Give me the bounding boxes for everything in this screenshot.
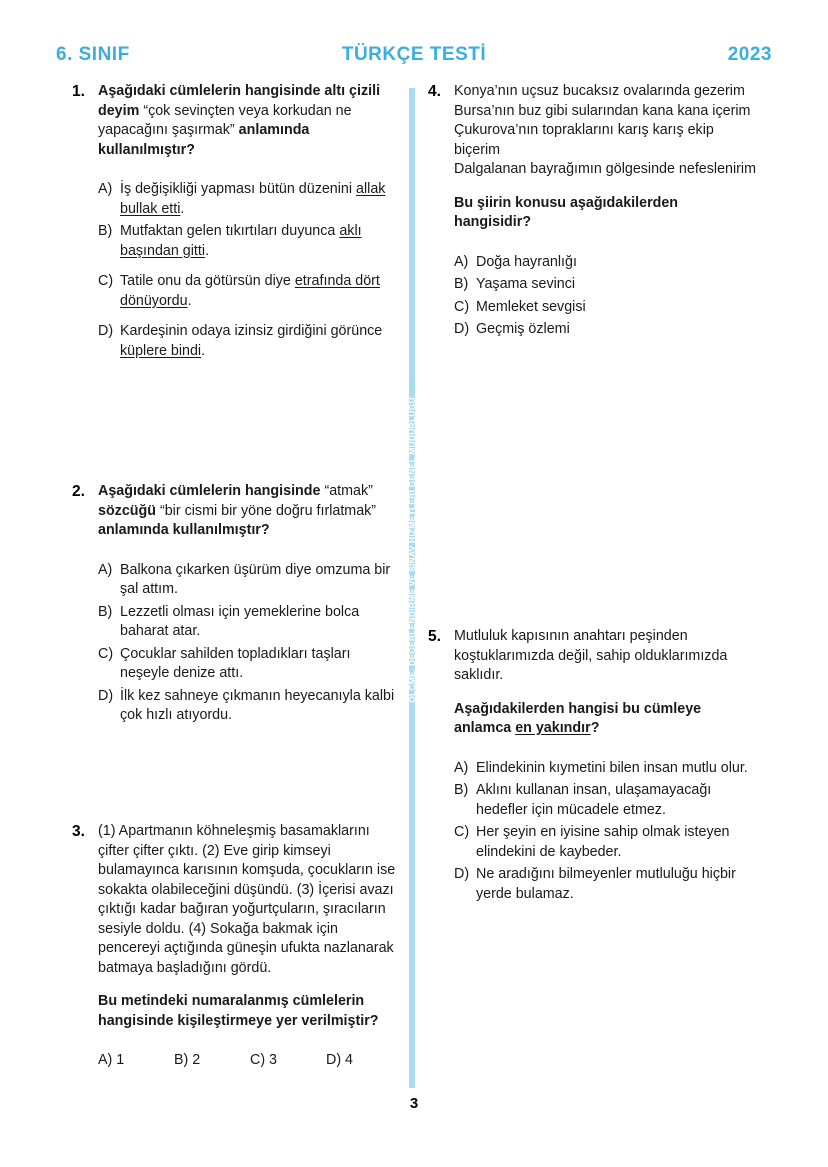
option-text: Yaşama sevinci	[476, 276, 576, 292]
page-number: 3	[409, 1095, 419, 1112]
question-5-stem: Mutluluk kapısının anahtarı peşinden koştuklarımızda değil, sahip olduklarımızda saklıdır.	[454, 628, 728, 683]
question-3-prompt: Bu metindeki numaralanmış cümlelerin hangisinde kişileştirmeye yer verilmiştir?	[98, 993, 379, 1029]
option-letter: C)	[98, 645, 114, 662]
option-text: Her şeyin en iyisine sahip olmak isteyen elindekini de kaybeder.	[476, 824, 730, 860]
question-5-header	[428, 627, 758, 686]
question-4-prompt: Bu şiirin konusu aşağıdakilerden hangisidir?	[454, 194, 679, 230]
question-1	[72, 82, 402, 372]
option-row[interactable]	[98, 222, 402, 261]
option-row[interactable]	[98, 687, 402, 726]
test-title: TÜRKÇE TESTİ	[341, 44, 487, 65]
question-1-header	[72, 82, 402, 160]
question-2-options	[72, 561, 402, 726]
question-4-poem	[454, 82, 758, 180]
option-pre: İş değişikliği yapması bütün düzenini	[120, 181, 357, 197]
option-letter: D)	[454, 321, 470, 337]
question-3-passage: (1) Apartmanın köhneleşmiş basamaklarını çifter çifter çıktı. (2) Eve girip kimseyi bulamayınca karısının komşuda, çocukların ise sokakta olabileceğini düşündü. (3) İçerisi avazı çıktığı kadar bağıran yoğurtçuların, şıracıların sesiyle doldu. (4) Sokağa bakmak için pencereyi açtığında güneşin ufukta nazlanarak batmaya başladığını gördü.	[98, 823, 396, 976]
question-2-prompt-quote1: “atmak”	[324, 483, 373, 499]
option-row[interactable]	[454, 298, 758, 318]
option-post: .	[180, 200, 185, 217]
question-5-prompt-post: ?	[590, 720, 600, 736]
poem-line: Konya’nın uçsuz bucaksız ovalarında gezerim	[454, 83, 745, 99]
year-label: 2023	[727, 44, 772, 65]
question-5	[428, 627, 758, 907]
question-4-options	[428, 253, 758, 340]
option-letter: A)	[98, 181, 113, 197]
question-2-prompt-quote2: “bir cismi bir yöne doğru fırlatmak”	[159, 502, 377, 519]
option-letter: B)	[98, 223, 113, 239]
option-row[interactable]	[454, 275, 758, 295]
option-letter: A)	[454, 253, 469, 270]
option-inline[interactable]: C) 3	[250, 1052, 278, 1068]
option-row[interactable]	[98, 561, 402, 600]
option-text	[120, 322, 402, 361]
option-letter: B)	[98, 603, 113, 620]
poem-line: Bursa’nın buz gibi sularından kana kana içerim	[454, 102, 751, 119]
option-underlined: etrafında dört dönüyordu	[120, 273, 380, 309]
option-text	[120, 222, 402, 261]
grade-label: 6. SINIF	[56, 44, 130, 65]
option-text: Aklını kullanan insan, ulaşamayacağı hedefler için mücadele etmez.	[476, 782, 712, 818]
question-1-options	[72, 180, 402, 361]
option-text: Geçmiş özlemi	[476, 321, 570, 337]
question-3-options	[72, 1051, 402, 1071]
question-2-prompt-part3: anlamında kullanılmıştır?	[98, 522, 270, 538]
page-header	[56, 40, 772, 70]
option-text: Memleket sevgisi	[476, 298, 586, 315]
option-pre: Tatile onu da götürsün diye	[120, 273, 295, 289]
question-2-prompt-part1: Aşağıdaki cümlelerin hangisinde	[98, 483, 321, 499]
option-row[interactable]	[98, 645, 402, 684]
option-letter: D)	[98, 687, 114, 704]
option-text: Balkona çıkarken üşürüm diye omzuma bir şal attım.	[120, 561, 391, 597]
poem-line: Çukurova’nın topraklarını karış karış ekip biçerim	[454, 122, 714, 158]
question-4-number: 4.	[428, 83, 441, 100]
option-inline[interactable]: B) 2	[174, 1052, 201, 1068]
option-row[interactable]	[454, 865, 758, 904]
question-1-prompt-quote: “çok sevinçten veya korkudan ne yapacağını şaşırmak”	[98, 102, 352, 138]
option-letter: A)	[98, 561, 113, 578]
question-5-options	[428, 759, 758, 905]
question-2-header	[72, 482, 402, 541]
option-row[interactable]	[98, 603, 402, 642]
option-row[interactable]	[454, 320, 758, 340]
option-row[interactable]	[98, 272, 402, 311]
option-text: Lezzetli olması için yemeklerine bolca baharat atar.	[120, 603, 360, 639]
question-4-header	[428, 82, 758, 180]
question-1-prompt-part2: anlamında kullanılmıştır?	[98, 122, 310, 158]
question-2	[72, 482, 402, 729]
option-row[interactable]	[98, 180, 402, 219]
question-1-prompt	[98, 82, 402, 160]
question-5-number: 5.	[428, 628, 441, 645]
option-text	[120, 180, 402, 219]
option-text	[120, 272, 402, 311]
column-divider	[409, 88, 415, 1088]
option-letter: B)	[454, 782, 469, 798]
option-row[interactable]	[454, 781, 758, 820]
question-3-header	[72, 822, 402, 978]
option-text: İlk kez sahneye çıkmanın heyecanıyla kalbi çok hızlı atıyordu.	[120, 687, 395, 723]
question-3	[72, 822, 402, 1071]
option-underlined: aklı başından gitti	[120, 223, 362, 259]
question-2-prompt	[98, 482, 402, 541]
question-5-prompt-underlined: en yakındır	[515, 720, 591, 736]
option-letter: B)	[454, 276, 469, 292]
question-2-number: 2.	[72, 483, 85, 500]
question-5-prompt	[454, 700, 758, 739]
option-letter: C)	[454, 824, 470, 840]
option-text: Ne aradığını bilmeyenler mutluluğu hiçbir yerde bulamaz.	[476, 866, 736, 902]
question-3-number: 3.	[72, 823, 85, 840]
option-underlined: küplere bindi	[120, 342, 202, 359]
poem-line: Dalgalanan bayrağımın gölgesinde nefeslenirim	[454, 161, 757, 177]
option-letter: C)	[98, 273, 114, 289]
question-4	[428, 82, 758, 343]
option-row[interactable]	[454, 823, 758, 862]
option-letter: A)	[454, 759, 469, 776]
option-row[interactable]	[98, 322, 402, 361]
option-letter: D)	[98, 323, 114, 339]
option-inline[interactable]: D) 4	[326, 1052, 354, 1068]
option-letter: C)	[454, 298, 470, 315]
option-row[interactable]	[454, 253, 758, 273]
option-row[interactable]	[454, 759, 758, 779]
question-1-prompt-part1: Aşağıdaki cümlelerin hangisinde altı çizili deyim	[98, 83, 381, 119]
option-post: .	[205, 242, 210, 259]
question-2-prompt-part2: sözcüğü	[98, 502, 156, 519]
option-post: .	[201, 342, 206, 359]
vertical-agency-label: ÖLÇME, DEĞERLENDİRME VE SINAV HİZMETLERİ GENEL MÜDÜRLÜĞÜ	[407, 397, 417, 703]
option-letter: D)	[454, 866, 470, 882]
option-text: Çocuklar sahilden topladıkları taşları neşeyle denize attı.	[120, 645, 351, 681]
option-underlined: allak bullak etti	[120, 181, 386, 217]
question-5-prompt-pre: Aşağıdakilerden hangisi bu cümleye anlamca	[454, 700, 702, 736]
option-inline[interactable]: A) 1	[98, 1052, 125, 1068]
option-text: Doğa hayranlığı	[476, 253, 577, 270]
question-1-number: 1.	[72, 83, 85, 100]
option-pre: Mutfaktan gelen tıkırtıları duyunca	[120, 223, 340, 239]
option-pre: Kardeşinin odaya izinsiz girdiğini görünce	[120, 323, 383, 339]
option-text: Elindekinin kıymetini bilen insan mutlu olur.	[476, 759, 748, 776]
option-post: .	[187, 292, 192, 309]
